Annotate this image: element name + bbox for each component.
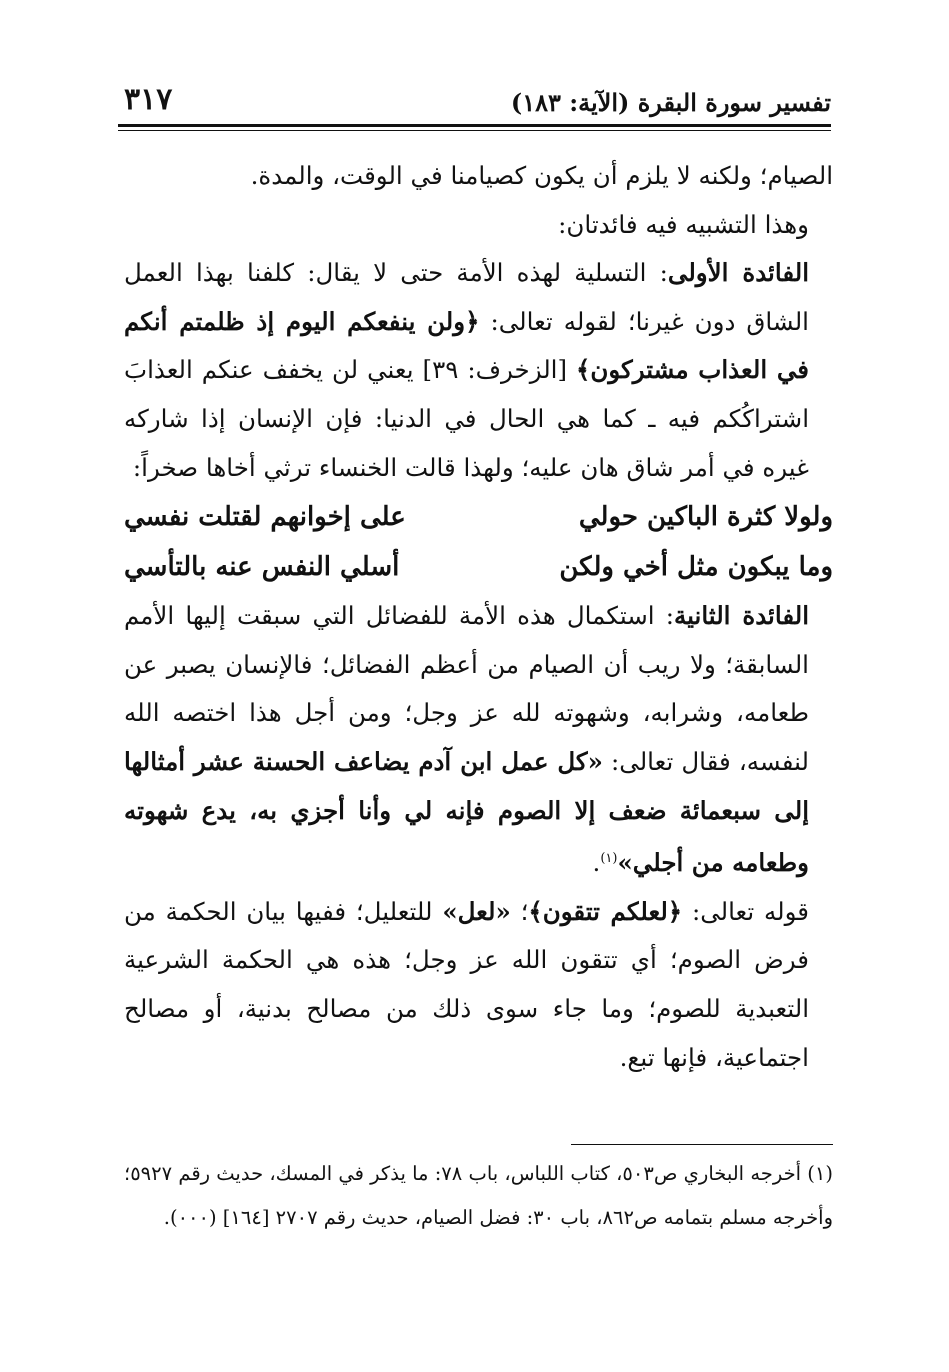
paragraph-la3allakum <box>124 888 833 1082</box>
verse-2-first-hemistich: وما يبكون مثل أخي ولكن <box>559 552 833 583</box>
word-la3al: «لعل» <box>442 896 511 926</box>
running-title: تفسير سورة البقرة (الآية: ١٨٣) <box>510 88 831 117</box>
page-number: ٣١٧ <box>124 82 173 117</box>
header-rule-thin <box>118 130 831 131</box>
poem-verse-2 <box>124 542 833 592</box>
quran-quote-zukhruf: ﴿ولن ينفعكم اليوم إذ ظلمتم أنكم في العذاب مشتركون﴾ <box>124 306 809 385</box>
para-3-text-b: للتعليل؛ ففيها بيان الحكمة من فرض الصوم؛ أي تتقون الله عز وجل؛ هذه هي الحكمة الشرعية التعبدية للصوم؛ وما جاء سوى ذلك من مصالح بدنية، أو مصالح اجتماعية، فإنها تبع. <box>124 896 809 1072</box>
footnote-1: (١) أخرجه البخاري ص٥٠٣، كتاب اللباس، باب ٧٨: ما يذكر في المسك، حديث رقم ٥٩٢٧؛ وأخرجه مسلم بتمامه ص٨٦٢، باب ٣٠: فضل الصيام، حديث رقم ٢٧٠٧ [١٦٤] (٠٠٠). <box>124 1162 833 1229</box>
verse-1-first-hemistich: ولولا كثرة الباكين حولي <box>578 502 833 533</box>
paragraph-benefit-1 <box>124 249 833 492</box>
verse-1-second-hemistich: على إخوانهم لقتلت نفسي <box>124 502 406 533</box>
benefit-2-end: . <box>592 848 601 878</box>
footnote-ref-1: (١) <box>600 851 618 867</box>
poem-verse-1 <box>124 492 833 542</box>
para-3-sep: ؛ <box>510 896 529 926</box>
paragraph-benefit-2 <box>124 592 833 888</box>
main-text <box>124 152 833 1082</box>
benefit-1-text-a: : التسلية لهذه الأمة حتى لا يقال: كلفنا بهذا العمل الشاق دون غيرنا؛ لقوله تعالى: <box>124 258 809 336</box>
paragraph-continuation: الصيام؛ ولكنه لا يلزم أن يكون كصيامنا في الوقت، والمدة. <box>250 161 833 190</box>
benefit-1-text-b: [الزخرف: ٣٩] يعني لن يخفف عنكم العذابَ اشتراكُكم فيه ـ كما هي الحال في الدنيا: فإن الإنسان إذا شاركه غيره في أمر شاق هان عليه؛ ولهذا قالت الخنساء ترثي أخاها صخراً: <box>124 355 809 482</box>
paragraph-intro: وهذا التشبيه فيه فائدتان: <box>558 209 809 239</box>
poem-khansa <box>124 492 833 592</box>
footnotes <box>124 1152 833 1240</box>
footnote-rule <box>571 1144 833 1145</box>
para-3-text-a: قوله تعالى: <box>682 896 809 926</box>
verse-2-second-hemistich: أسلي النفس عنه بالتأسي <box>124 552 400 583</box>
benefit-2-text-a: : استكمال هذه الأمة للفضائل التي سبقت إليها الأمم السابقة؛ ولا ريب أن الصيام من أعظم الفضائل؛ فالإنسان يصبر عن طعامه، وشرابه، وشهوته لله عز وجل؛ ومن أجل هذا اختصه الله لنفسه، فقال تعالى: <box>124 601 809 776</box>
header-rule-thick <box>118 124 831 127</box>
hadith-quote: «كل عمل ابن آدم يضاعف الحسنة عشر أمثالها إلى سبعمائة ضعف إلا الصوم فإنه لي وأنا أجزي به، يدع شهوته وطعامه من أجلي» <box>124 746 809 878</box>
page-header <box>118 82 831 122</box>
quran-quote-tattaqun: ﴿لعلكم تتقون﴾ <box>528 896 683 926</box>
benefit-1-label: الفائدة الأولى <box>667 258 809 288</box>
benefit-2-label: الفائدة الثانية <box>673 601 810 631</box>
